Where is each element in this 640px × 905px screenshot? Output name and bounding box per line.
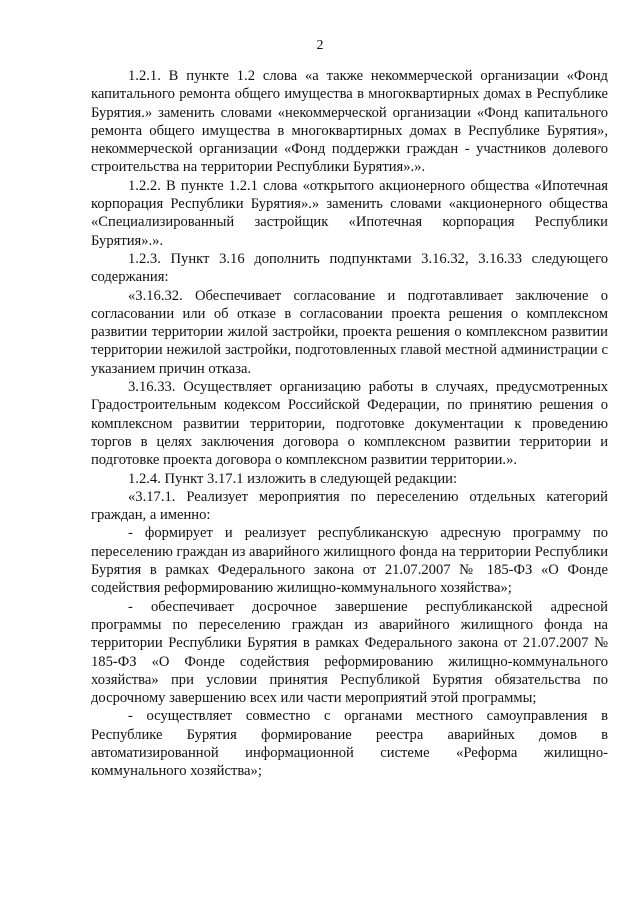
paragraph-1-2-2: 1.2.2. В пункте 1.2.1 слова «открытого акционерного общества «Ипотечная корпорация Республики Бурятия».» заменить словами «акционерного общества «Специализированный застройщик «Ипотечная корпорация Республики Бурятия».». (91, 177, 608, 249)
document-body (91, 67, 608, 781)
paragraph-3-16-32: «3.16.32. Обеспечивает согласование и подготавливает заключение о согласовании или об отказе в согласовании проекта решения о комплексном развитии территории жилой застройки, проекта решения о комплексном развитии территории нежилой застройки, подготовленных главой местной администрации с указанием причин отказа. (91, 287, 608, 377)
paragraph-1-2-3: 1.2.3. Пункт 3.16 дополнить подпунктами 3.16.32, 3.16.33 следующего содержания: (91, 250, 608, 286)
paragraph-1-2-1: 1.2.1. В пункте 1.2 слова «а также некоммерческой организации «Фонд капитального ремонта общего имущества в многоквартирных домах в Республике Бурятия.» заменить словами «некоммерческой организации «Фонд капитального ремонта общего имущества в многоквартирных домах в Республике Бурятия», некоммерческой организации «Фонд поддержки граждан - участников долевого строительства на территории Республики Бурятия».». (91, 68, 608, 176)
paragraph-1-2-4: 1.2.4. Пункт 3.17.1 изложить в следующей редакции: (128, 470, 457, 487)
list-item-early-completion: - обеспечивает досрочное завершение республиканской адресной программы по переселению граждан из аварийного жилищного фонда на территории Республики Бурятия в рамках Федерального закона от 21.07.2007 № 185-ФЗ «О Фонде содействия реформированию жилищно-коммунального хозяйства» при условии принятия Республикой Бурятия обязательства по досрочному завершению всех или части мероприятий этой программы; (91, 598, 608, 707)
list-item-registry: - осуществляет совместно с органами местного самоуправления в Республике Бурятия формирование реестра аварийных домов в автоматизированной информационной системе «Реформа жилищно-коммунального хозяйства»; (91, 708, 608, 780)
page-number: 2 (316, 38, 324, 53)
paragraph-3-16-33: 3.16.33. Осуществляет организацию работы в случаях, предусмотренных Градостроительным кодексом Российской Федерации, по принятию решения о комплексном развитии территории, подготовке документации к проведению торгов в целях заключения договора о комплексном развитии территории и подготовке проекта договора о комплексном развитии территории.». (91, 379, 608, 469)
paragraph-3-17-1: «3.17.1. Реализует мероприятия по переселению отдельных категорий граждан, а именно: (91, 488, 608, 524)
list-item-program: - формирует и реализует республиканскую адресную программу по переселению граждан из аварийного жилищного фонда на территории Республики Бурятия в рамках Федерального закона от 21.07.2007 № 185-ФЗ «О Фонде содействия реформированию жилищно-коммунального хозяйства»; (91, 525, 608, 597)
